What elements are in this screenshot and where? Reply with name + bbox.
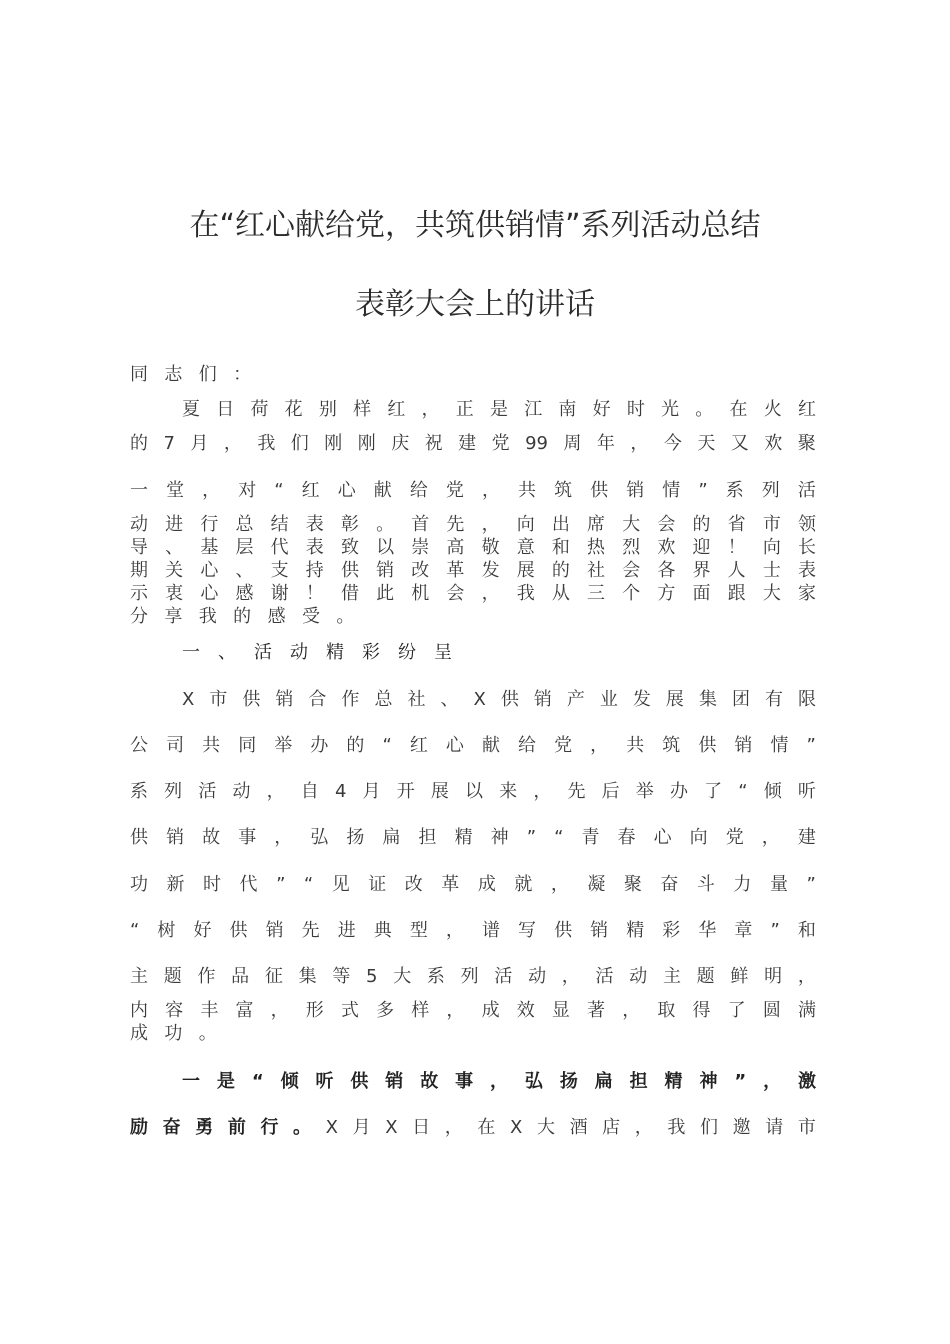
paragraph-line: 供 销 故 事 ， 弘 扬 扁 担 精 神 ” “ 青 春 心 向 党 ， 建 <box>130 827 816 848</box>
paragraph-line: 分 享 我 的 感 受 。 <box>130 606 355 627</box>
paragraph-line: 内 容 丰 富 ， 形 式 多 样 ， 成 效 显 著 ， 取 得 了 圆 满 <box>130 1000 816 1021</box>
paragraph-line: 动 进 行 总 结 表 彰 。 首 先 ， 向 出 席 大 会 的 省 市 领 <box>130 514 816 535</box>
paragraph-line: 一 堂 ， 对 “ 红 心 献 给 党 ， 共 筑 供 销 情 ” 系 列 活 <box>130 480 816 501</box>
paragraph-line: 系 列 活 动 ， 自 4 月 开 展 以 来 ， 先 后 举 办 了 “ 倾 听 <box>130 781 816 802</box>
paragraph-line: 励 奋 勇 前 行 。 X 月 X 日 ， 在 X 大 酒 店 ， 我 们 邀 请 市 <box>130 1117 816 1138</box>
paragraph-line: 同 志 们 ： <box>130 364 252 385</box>
document-title-line-1: 在“红心献给党，共筑供销情”系列活动总结 <box>189 208 761 243</box>
paragraph-line: 导 、 基 层 代 表 致 以 崇 高 敬 意 和 热 烈 欢 迎 ！ 向 长 <box>130 537 816 558</box>
paragraph-line: 一 是 “ 倾 听 供 销 故 事 ， 弘 扬 扁 担 精 神 ” ， 激 <box>182 1071 816 1092</box>
paragraph-line: X 市 供 销 合 作 总 社 、 X 供 销 产 业 发 展 集 团 有 限 <box>182 689 816 710</box>
paragraph-line: 主 题 作 品 征 集 等 5 大 系 列 活 动 ， 活 动 主 题 鲜 明 ， <box>130 966 816 987</box>
paragraph-line: “ 树 好 供 销 先 进 典 型 ， 谱 写 供 销 精 彩 华 章 ” 和 <box>130 920 816 941</box>
paragraph-line: 示 衷 心 感 谢 ！ 借 此 机 会 ， 我 从 三 个 方 面 跟 大 家 <box>130 583 816 604</box>
paragraph-line: 成 功 。 <box>130 1023 217 1044</box>
paragraph-line: 的 7 月 ， 我 们 刚 刚 庆 祝 建 党 99 周 年 ， 今 天 又 欢 聚 <box>130 433 816 454</box>
paragraph-line: 夏 日 荷 花 别 样 红 ， 正 是 江 南 好 时 光 。 在 火 红 <box>182 399 816 420</box>
paragraph-line: 功 新 时 代 ” “ 见 证 改 革 成 就 ， 凝 聚 奋 斗 力 量 ” <box>130 874 816 895</box>
document-title-line-2: 表彰大会上的讲话 <box>355 287 595 322</box>
paragraph-line: 期 关 心 、 支 持 供 销 改 革 发 展 的 社 会 各 界 人 士 表 <box>130 560 816 581</box>
section-heading: 一 、 活 动 精 彩 纷 呈 <box>182 642 452 663</box>
paragraph-line: 公 司 共 同 举 办 的 “ 红 心 献 给 党 ， 共 筑 供 销 情 ” <box>130 735 816 756</box>
